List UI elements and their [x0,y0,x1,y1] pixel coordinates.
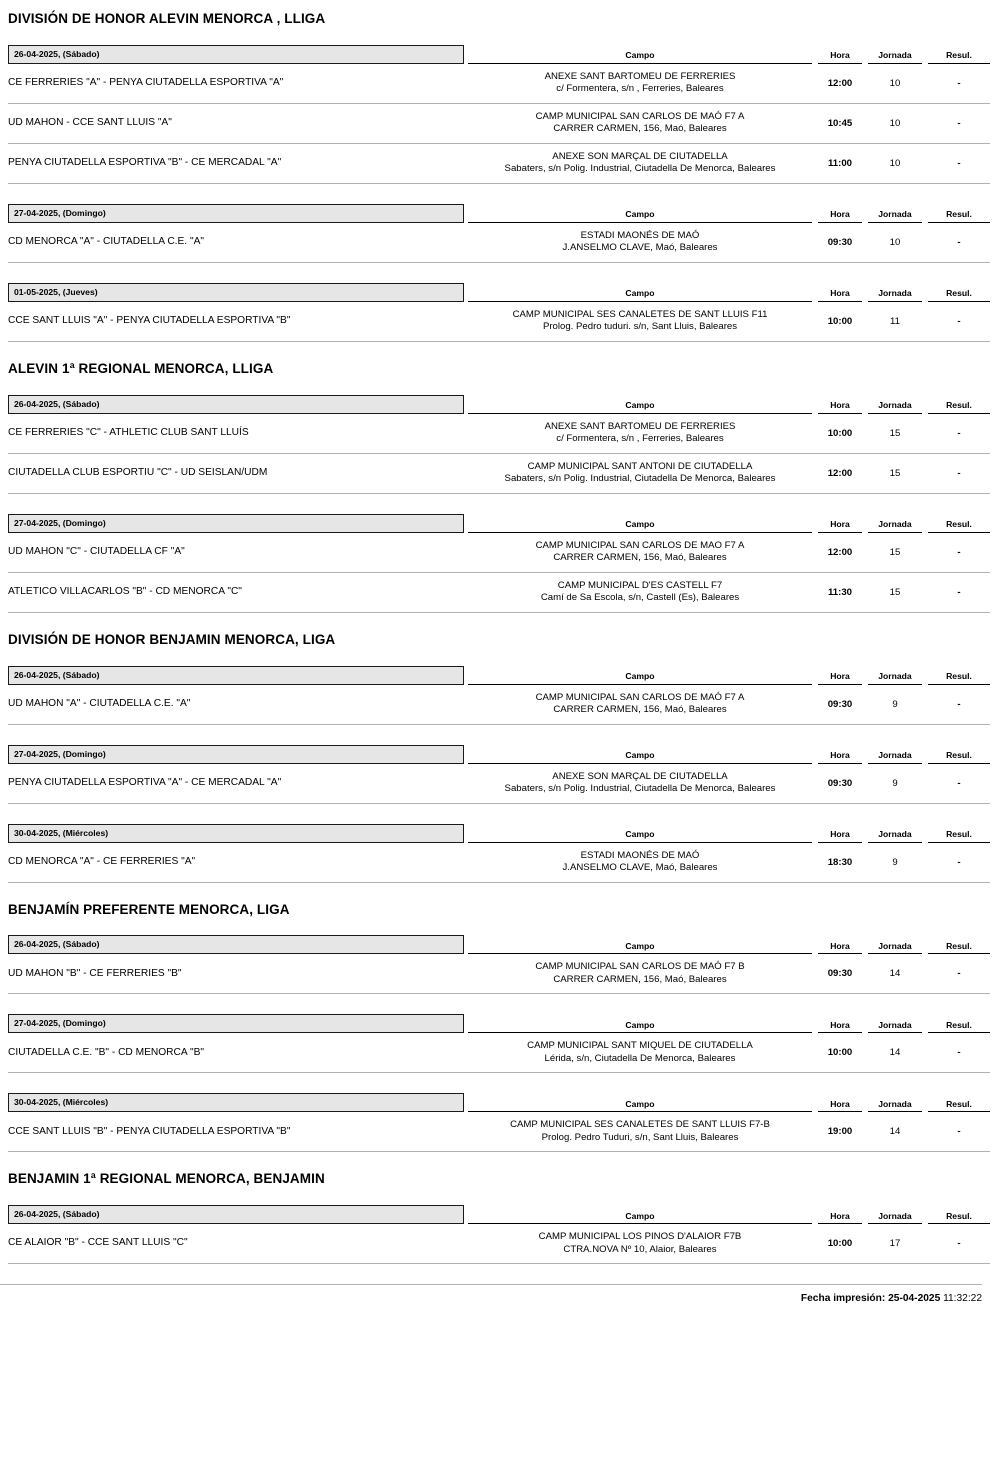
column-headers [468,289,990,301]
venue-address: J.ANSELMO CLAVE, Maó, Baleares [562,862,718,874]
match-result: - [957,968,961,980]
match-result: - [957,427,961,439]
match-teams: UD MAHON "C" - CIUTADELLA CF "A" [8,545,185,557]
date-header-box: 27-04-2025, (Domingo) [8,1014,464,1033]
match-teams: PENYA CIUTADELLA ESPORTIVA "A" - CE MERCADAL "A" [8,776,282,788]
match-matchday: 10 [889,117,901,129]
match-matchday: 15 [889,467,901,479]
match-row [8,64,990,104]
match-time: 19:00 [827,1126,853,1138]
match-row [8,1033,990,1073]
match-matchday: 15 [889,546,901,558]
match-venue-cell [468,309,812,334]
venue-name: CAMP MUNICIPAL SAN CARLOS DE MAÓ F7 A [535,691,745,703]
match-row [8,223,990,263]
group-header [8,283,990,302]
column-headers [468,1021,990,1033]
match-row [8,454,990,494]
group-header [8,395,990,414]
match-time: 09:30 [827,968,853,980]
venue-name: CAMP MUNICIPAL D'ES CASTELL F7 [557,579,723,591]
match-row [8,144,990,184]
date-header-box: 26-04-2025, (Sábado) [8,1205,464,1224]
venue-name: CAMP MUNICIPAL SAN CARLOS DE MAO F7 A [535,539,745,551]
match-time: 10:00 [827,427,853,439]
match-details [468,421,990,446]
competition-title: BENJAMÍN PREFERENTE MENORCA, LIGA [8,901,290,917]
group-header [8,1205,990,1224]
date-group [8,514,990,613]
venue-address: Lérida, s/n, Ciutadella De Menorca, Baleares [544,1052,736,1064]
match-row [8,104,990,144]
column-header-campo: Campo [468,51,812,63]
match-teams: CE FERRERIES "A" - PENYA CIUTADELLA ESPORTIVA "A" [8,76,284,88]
competition-title: DIVISIÓN DE HONOR BENJAMIN MENORCA, LIGA [8,631,336,647]
match-details [468,1231,990,1256]
date-header-box: 30-04-2025, (Miércoles) [8,824,464,843]
column-header-hora: Hora [818,942,862,954]
column-header-hora: Hora [818,51,862,63]
match-result: - [957,77,961,89]
match-matchday: 10 [889,236,901,248]
match-teams: PENYA CIUTADELLA ESPORTIVA "B" - CE MERCADAL "A" [8,156,282,168]
venue-name: ANEXE SANT BARTOMEU DE FERRERIES [544,420,736,432]
column-headers [468,401,990,413]
match-venue-cell [468,692,812,717]
match-result: - [957,117,961,129]
match-venue-cell [468,580,812,605]
match-venue-cell [468,850,812,875]
venue-address: c/ Formentera, s/n , Ferreries, Baleares [556,83,724,95]
venue-address: CARRER CARMEN, 156, Maó, Baleares [553,552,727,564]
column-header-jornada: Jornada [868,830,922,842]
column-headers [468,672,990,684]
column-header-jornada: Jornada [868,401,922,413]
venue-name: CAMP MUNICIPAL SES CANALETES DE SANT LLUIS F11 [512,308,768,320]
column-headers [468,1212,990,1224]
match-row [8,414,990,454]
match-time: 11:30 [827,586,852,598]
match-time: 09:30 [827,777,853,789]
match-time: 18:30 [827,856,853,868]
venue-name: CAMP MUNICIPAL SES CANALETES DE SANT LLUIS F7-B [510,1119,770,1131]
group-header [8,1014,990,1033]
date-group [8,395,990,494]
match-details [468,580,990,605]
match-details [468,111,990,136]
column-header-campo: Campo [468,1212,812,1224]
venue-address: CARRER CARMEN, 156, Maó, Baleares [553,973,727,985]
match-result: - [957,777,961,789]
match-teams: ATLETICO VILLACARLOS "B" - CD MENORCA "C" [8,585,242,597]
column-header-resultado: Resul. [928,210,990,222]
date-header-box: 30-04-2025, (Miércoles) [8,1093,464,1112]
match-matchday: 9 [892,777,898,789]
column-header-hora: Hora [818,751,862,763]
competition-section [8,1172,990,1264]
venue-name: ANEXE SON MARÇAL DE CIUTADELLA [552,150,728,162]
venue-address: Sabaters, s/n Polig. Industrial, Ciutadella De Menorca, Baleares [504,473,776,485]
column-header-campo: Campo [468,1021,812,1033]
match-venue-cell [468,771,812,796]
column-header-campo: Campo [468,1100,812,1112]
match-teams: CE FERRERIES "C" - ATHLETIC CLUB SANT LLUÍS [8,426,249,438]
venue-address: CARRER CARMEN, 156, Maó, Baleares [553,704,727,716]
match-teams: CCE SANT LLUIS "A" - PENYA CIUTADELLA ESPORTIVA "B" [8,314,291,326]
column-header-resultado: Resul. [928,751,990,763]
date-header-box: 26-04-2025, (Sábado) [8,935,464,954]
date-header-box: 27-04-2025, (Domingo) [8,745,464,764]
match-result: - [957,1126,961,1138]
venue-name: ESTADI MAONÉS DE MAÓ [580,849,700,861]
match-matchday: 15 [889,586,901,598]
column-header-resultado: Resul. [928,520,990,532]
column-header-resultado: Resul. [928,1021,990,1033]
column-header-resultado: Resul. [928,1100,990,1112]
date-header-box: 27-04-2025, (Domingo) [8,204,464,223]
match-result: - [957,856,961,868]
print-time-value: 11:32:22 [943,1293,982,1305]
match-venue-cell [468,71,812,96]
match-result: - [957,236,961,248]
match-details [468,850,990,875]
date-group [8,666,990,725]
match-result: - [957,157,961,169]
group-header [8,45,990,64]
match-details [468,71,990,96]
group-header [8,824,990,843]
column-header-hora: Hora [818,830,862,842]
match-details [468,230,990,255]
match-row [8,1224,990,1264]
match-matchday: 14 [889,1126,901,1138]
match-row [8,764,990,804]
match-result: - [957,1047,961,1059]
match-matchday: 9 [892,856,898,868]
column-header-campo: Campo [468,751,812,763]
match-result: - [957,586,961,598]
competition-title: BENJAMIN 1ª REGIONAL MENORCA, BENJAMIN [8,1171,325,1187]
date-group [8,45,990,184]
match-details [468,309,990,334]
column-headers [468,830,990,842]
match-result: - [957,1238,961,1250]
venue-name: CAMP MUNICIPAL SANT MIQUEL DE CIUTADELLA [527,1040,753,1052]
match-details [468,771,990,796]
competition-title: ALEVIN 1ª REGIONAL MENORCA, LLIGA [8,360,274,376]
match-row [8,302,990,342]
match-result: - [957,698,961,710]
match-matchday: 14 [889,968,901,980]
match-teams: CE ALAIOR "B" - CCE SANT LLUIS "C" [8,1237,188,1249]
print-footer [0,1284,982,1304]
venue-name: CAMP MUNICIPAL SAN CARLOS DE MAÓ F7 B [535,961,745,973]
column-headers [468,1100,990,1112]
match-row [8,954,990,994]
column-header-campo: Campo [468,210,812,222]
date-header-box: 26-04-2025, (Sábado) [8,395,464,414]
match-time: 10:00 [827,315,853,327]
column-headers [468,210,990,222]
match-matchday: 9 [892,698,898,710]
match-venue-cell [468,1231,812,1256]
column-header-hora: Hora [818,289,862,301]
match-result: - [957,546,961,558]
group-header [8,514,990,533]
date-group [8,1205,990,1264]
match-time: 10:00 [827,1047,853,1059]
match-teams: UD MAHON - CCE SANT LLUIS "A" [8,116,172,128]
venue-name: ESTADI MAONÉS DE MAÓ [580,229,700,241]
column-header-resultado: Resul. [928,830,990,842]
match-time: 10:00 [827,1238,853,1250]
column-header-campo: Campo [468,520,812,532]
match-details [468,461,990,486]
column-headers [468,51,990,63]
date-header-box: 27-04-2025, (Domingo) [8,514,464,533]
match-time: 12:00 [827,546,853,558]
date-header-box: 26-04-2025, (Sábado) [8,666,464,685]
match-time: 10:45 [827,117,853,129]
match-venue-cell [468,961,812,986]
column-header-jornada: Jornada [868,1100,922,1112]
print-date-label: Fecha impresión: [800,1293,886,1305]
column-header-hora: Hora [818,401,862,413]
date-group [8,204,990,263]
column-header-resultado: Resul. [928,51,990,63]
group-header [8,204,990,223]
column-header-resultado: Resul. [928,1212,990,1224]
column-header-jornada: Jornada [868,1021,922,1033]
column-header-jornada: Jornada [868,289,922,301]
match-teams: CIUTADELLA C.E. "B" - CD MENORCA "B" [8,1046,204,1058]
column-header-jornada: Jornada [868,51,922,63]
column-header-jornada: Jornada [868,520,922,532]
group-header [8,745,990,764]
column-header-campo: Campo [468,830,812,842]
match-row [8,685,990,725]
match-venue-cell [468,540,812,565]
column-header-hora: Hora [818,1021,862,1033]
venue-name: CAMP MUNICIPAL SAN CARLOS DE MAÓ F7 A [535,110,745,122]
column-header-resultado: Resul. [928,672,990,684]
column-headers [468,751,990,763]
group-header [8,1093,990,1112]
match-time: 11:00 [827,157,852,169]
match-details [468,692,990,717]
date-group [8,283,990,342]
group-header [8,935,990,954]
match-row [8,573,990,613]
competition-section [8,903,990,1153]
print-date-value: 25-04-2025 [888,1293,941,1305]
match-matchday: 10 [889,77,901,89]
column-header-campo: Campo [468,942,812,954]
match-row [8,1112,990,1152]
date-group [8,1093,990,1152]
match-venue-cell [468,421,812,446]
match-time: 09:30 [827,698,853,710]
venue-name: ANEXE SON MARÇAL DE CIUTADELLA [552,770,728,782]
match-matchday: 15 [889,427,901,439]
venue-name: CAMP MUNICIPAL SANT ANTONI DE CIUTADELLA [527,460,753,472]
column-header-resultado: Resul. [928,401,990,413]
date-group [8,935,990,994]
column-header-hora: Hora [818,520,862,532]
match-matchday: 10 [889,157,901,169]
match-teams: CCE SANT LLUIS "B" - PENYA CIUTADELLA ESPORTIVA "B" [8,1125,291,1137]
match-teams: CIUTADELLA CLUB ESPORTIU "C" - UD SEISLAN/UDM [8,466,268,478]
venue-address: Camí de Sa Escola, s/n, Castell (Es), Baleares [540,592,740,604]
match-venue-cell [468,1119,812,1144]
competition-section [8,362,990,613]
date-group [8,1014,990,1073]
venue-address: Sabaters, s/n Polig. Industrial, Ciutadella De Menorca, Baleares [504,783,776,795]
competition-section [8,12,990,342]
match-details [468,151,990,176]
group-header [8,666,990,685]
venue-address: Prolog. Pedro tuduri. s/n, Sant Lluis, Baleares [542,321,738,333]
match-venue-cell [468,461,812,486]
column-header-campo: Campo [468,289,812,301]
venue-address: Prolog. Pedro Tuduri, s/n, Sant Lluis, Baleares [541,1131,739,1143]
column-header-campo: Campo [468,401,812,413]
match-details [468,540,990,565]
match-details [468,961,990,986]
column-header-jornada: Jornada [868,210,922,222]
match-details [468,1040,990,1065]
venue-address: CARRER CARMEN, 156, Maó, Baleares [553,123,727,135]
column-header-hora: Hora [818,672,862,684]
column-header-campo: Campo [468,672,812,684]
match-teams: CD MENORCA "A" - CE FERRERIES "A" [8,855,196,867]
date-group [8,824,990,883]
match-teams: UD MAHON "A" - CIUTADELLA C.E. "A" [8,697,191,709]
match-teams: CD MENORCA "A" - CIUTADELLA C.E. "A" [8,235,204,247]
column-header-hora: Hora [818,1100,862,1112]
column-header-jornada: Jornada [868,942,922,954]
match-venue-cell [468,1040,812,1065]
match-details [468,1119,990,1144]
competition-section [8,633,990,883]
match-time: 12:00 [827,467,853,479]
date-group [8,745,990,804]
venue-name: CAMP MUNICIPAL LOS PINOS D'ALAIOR F7B [538,1231,742,1243]
column-header-jornada: Jornada [868,672,922,684]
match-row [8,533,990,573]
column-headers [468,520,990,532]
match-time: 12:00 [827,77,853,89]
column-header-hora: Hora [818,1212,862,1224]
match-time: 09:30 [827,236,853,248]
column-header-resultado: Resul. [928,289,990,301]
match-result: - [957,315,961,327]
column-header-hora: Hora [818,210,862,222]
match-matchday: 17 [889,1238,901,1250]
match-matchday: 14 [889,1047,901,1059]
venue-name: ANEXE SANT BARTOMEU DE FERRERIES [544,70,736,82]
column-header-jornada: Jornada [868,751,922,763]
match-venue-cell [468,151,812,176]
match-venue-cell [468,230,812,255]
match-result: - [957,467,961,479]
match-venue-cell [468,111,812,136]
venue-address: c/ Formentera, s/n , Ferreries, Baleares [556,433,724,445]
match-matchday: 11 [890,315,900,327]
venue-address: CTRA.NOVA Nº 10, Alaior, Baleares [563,1243,717,1255]
date-header-box: 01-05-2025, (Jueves) [8,283,464,302]
venue-address: Sabaters, s/n Polig. Industrial, Ciutadella De Menorca, Baleares [504,163,776,175]
venue-address: J.ANSELMO CLAVE, Maó, Baleares [562,242,718,254]
column-header-jornada: Jornada [868,1212,922,1224]
column-headers [468,942,990,954]
competition-title: DIVISIÓN DE HONOR ALEVIN MENORCA , LLIGA [8,11,326,26]
match-row [8,843,990,883]
match-teams: UD MAHON "B" - CE FERRERIES "B" [8,967,182,979]
date-header-box: 26-04-2025, (Sábado) [8,45,464,64]
column-header-resultado: Resul. [928,942,990,954]
